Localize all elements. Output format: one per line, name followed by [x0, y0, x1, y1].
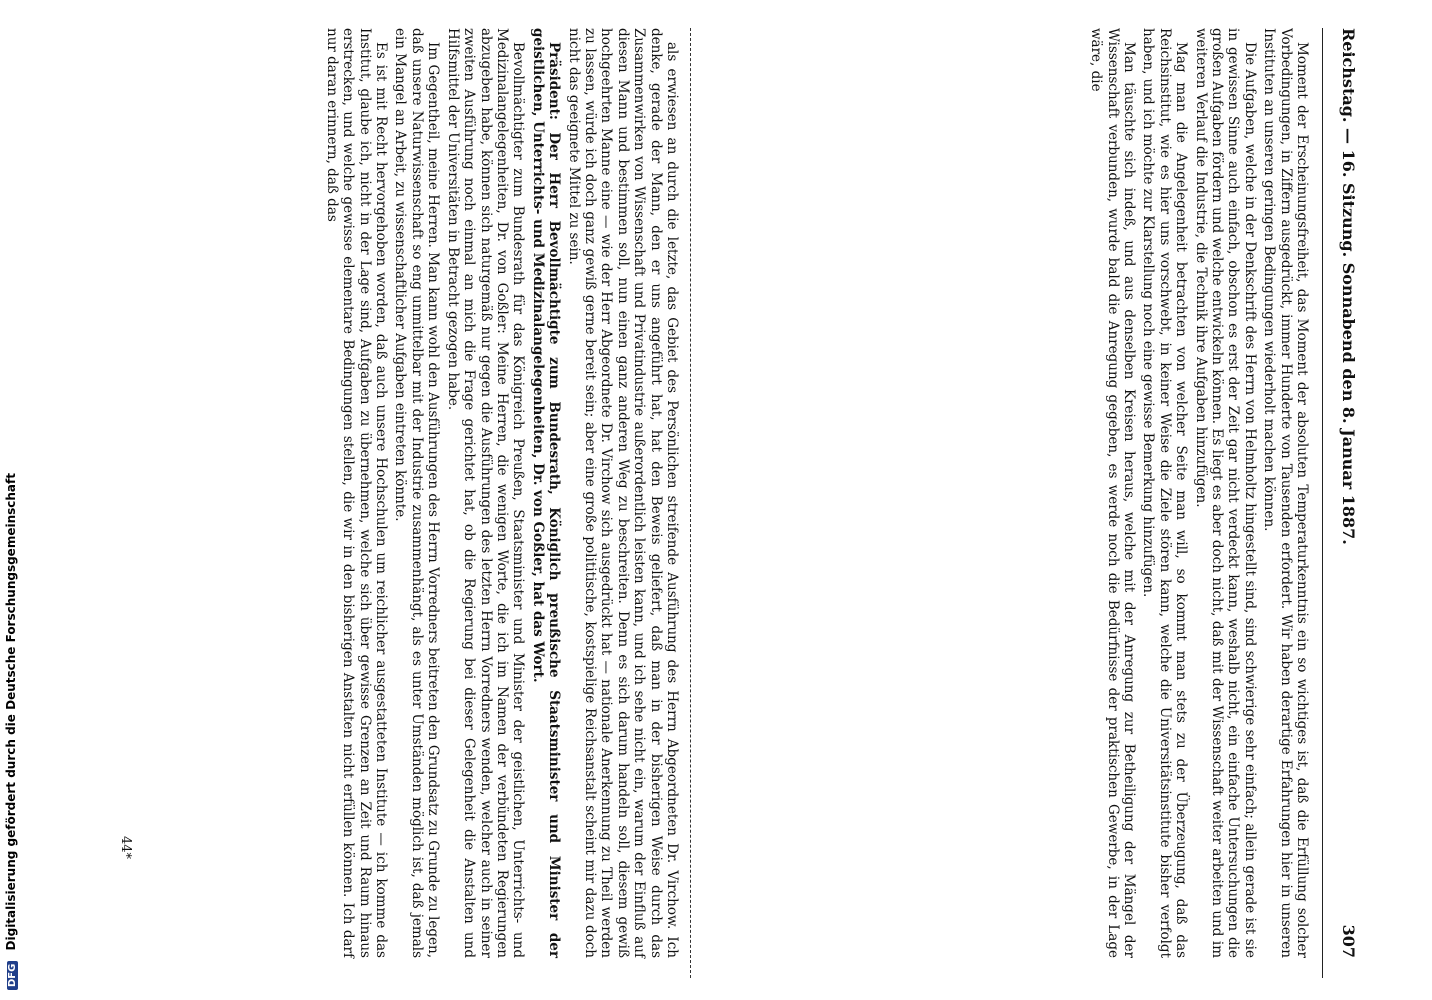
paragraph: Man täuschte sich indeß, und aus denselben Kreisen heraus, welche mit der Anregung zur Betheiligung der Mängel der Wissenschaft verbunden, wurde bald die Anregung gegeben, es werde noch die Bedürfnisse der praktischen Gewerbe, in der Lage wäre, die: [1088, 28, 1137, 958]
paragraph-president: Präsident: Der Herr Bevollmächtigte zum Bundesrath, Königlich preußische Staatsminister und Minister der geistlichen, Unterrichts- und Medizinalangelegenheiten, Dr. von Goßler, hat das Wort.: [529, 28, 563, 958]
paragraph: Mag man die Angelegenheit betrachten von welcher Seite man will, so kommt man stets zu der Überzeugung, daß das Reichsinstitut, wie es hier uns vorschwebt, in keiner Weise die Ziele stören kann, welche die Universitätsinstitute bisher verfolgt haben, und ich möchte zur Klarstellung noch eine gewisse Bemerkung hinzufügen.: [1140, 28, 1190, 958]
paragraph: Die Aufgaben, welche in der Denkschrift des Herrn von Helmholtz hingestellt sind, sind schwierige sehr einfach; allein gerade ist sie in gewissen Sinne auch einfach, obschon es erst der Zeit gar nicht verdeckt kann, weshalb nicht, ein einfache Untersuchungen die großen Aufgaben fördern und welche entwickeln können. Es liegt es aber doch nicht, daß mit der Wissenschaft weiter arbeiten und im weiteren Verlauf die Industrie, die Technik ihre Aufgaben hinzufügen.: [1192, 28, 1258, 958]
right-half: [700, 28, 1310, 978]
right-half-text: [700, 28, 1310, 958]
dfg-logo-icon: DFG: [7, 961, 18, 990]
paragraph: Moment der Erscheinungsfreiheit, das Moment der absoluten Temperaturkenntnis ein so wichtiges ist, daß die Erfüllung solcher Vorbedingungen, in Ziffern ausgedrückt, immer Hunderte von Tausenden erfordert. Wir haben derartige Erfahrungen hier in unseren Instituten an unseren geringen Bedingungen wiederholt machen können.: [1261, 28, 1310, 958]
left-half: [90, 28, 680, 978]
page-number: 307: [1339, 924, 1358, 958]
signature-mark-text: 44*: [118, 836, 133, 860]
digitization-sidebar: [0, 0, 26, 1000]
paragraph: Bevollmächtigter zum Bundesrath für das Königreich Preußen, Staatsminister und Minister der geistlichen, Unterrichts- und Medizinalangelegenheiten, Dr. von Goßler: Meine Herren, die wenigen Worte, die ich im Namen der verbündeten Regierungen abzugeben habe, können sich naturgemäß nur gegen die Ausführungen des letzten Herrn Vorredners wenden, welcher auch in seiner zweiten Ausführung noch einmal an mich die Frage gerichtet hat, ob die Regierung bei dieser Gelegenheit die Anstalten und Hilfsmittel der Universitäten in Betracht gezogen habe.: [444, 28, 527, 958]
digitization-credit: [4, 0, 18, 990]
column-divider: [690, 28, 691, 978]
document-body: [90, 28, 1400, 978]
paragraph: Es ist mit Recht hervorgehoben worden, daß auch unsere Hochschulen um reichlicher ausgestatteten Institute — ich komme das Institut, glaube ich, nicht in der Lage sind, Aufgaben zu übernehmen, welche sich über gewisse Grenzen an Zeit und Raum hinaus erstrecken, und welche gewisse elementare Bedingungen stellen, die wir in den bisherigen Anstalten nicht erfüllen können. Ich darf nur daran erinnern, daß das: [323, 28, 390, 958]
signature-mark: [115, 836, 135, 876]
paragraph: Im Gegentheil, meine Herren. Man kann wohl den Ausführungen des Herrn Vorredners beitreten den Grundsatz zu Grunde zu legen, daß unsere Naturwissenschaft so eng unmittelbar mit der Industrie zusammenhängt, als es unter Umständen möglich ist, daß jemals ein Mangel an Arbeit, zu wissenschaftlicher Aufgaben eintreten könnte.: [392, 28, 442, 958]
paragraph: als erwiesen an durch die letzte, das Gebiet des Persönlichen streifende Ausführung des Herrn Abgeordneten Dr. Virchow. Ich denke, gerade der Mann, den er uns angeführt hat, hat den Beweis geliefert, daß man in der bisherigen Weise durch das Zusammenwirken von Wissenschaft und Privatindustrie außerordentlich leisten kann, und ich sehe nicht ein, warum der Einfluß auf diesen Mann und bestimmen soll, nun einen ganz anderen Weg zu beschreiten. Denn es sich darum handeln soll, diesem gewiß hochgeehrten Manne eine — wie der Herr Abgeordnete Dr. Virchow sich ausgedrückt hat — nationale Anerkennung zu Theil werden zu lassen, würde ich doch ganz gewiß gerne bereit sein; aber eine große polititische, kostspielige Reichsanstalt scheint mir dazu doch nicht das geeignete Mittel zu sein.: [565, 28, 680, 958]
credit-text: Digitalisierung gefördert durch die Deutsche Forschungsgemeinschaft: [4, 473, 18, 951]
header-rule: [1322, 28, 1323, 978]
header-title: Reichstag. — 16. Sitzung. Sonnabend den 8. Januar 1887.: [1339, 28, 1358, 545]
header-strip: [1328, 28, 1368, 978]
left-half-text: [90, 28, 680, 958]
header-strip-text: [1328, 28, 1368, 958]
